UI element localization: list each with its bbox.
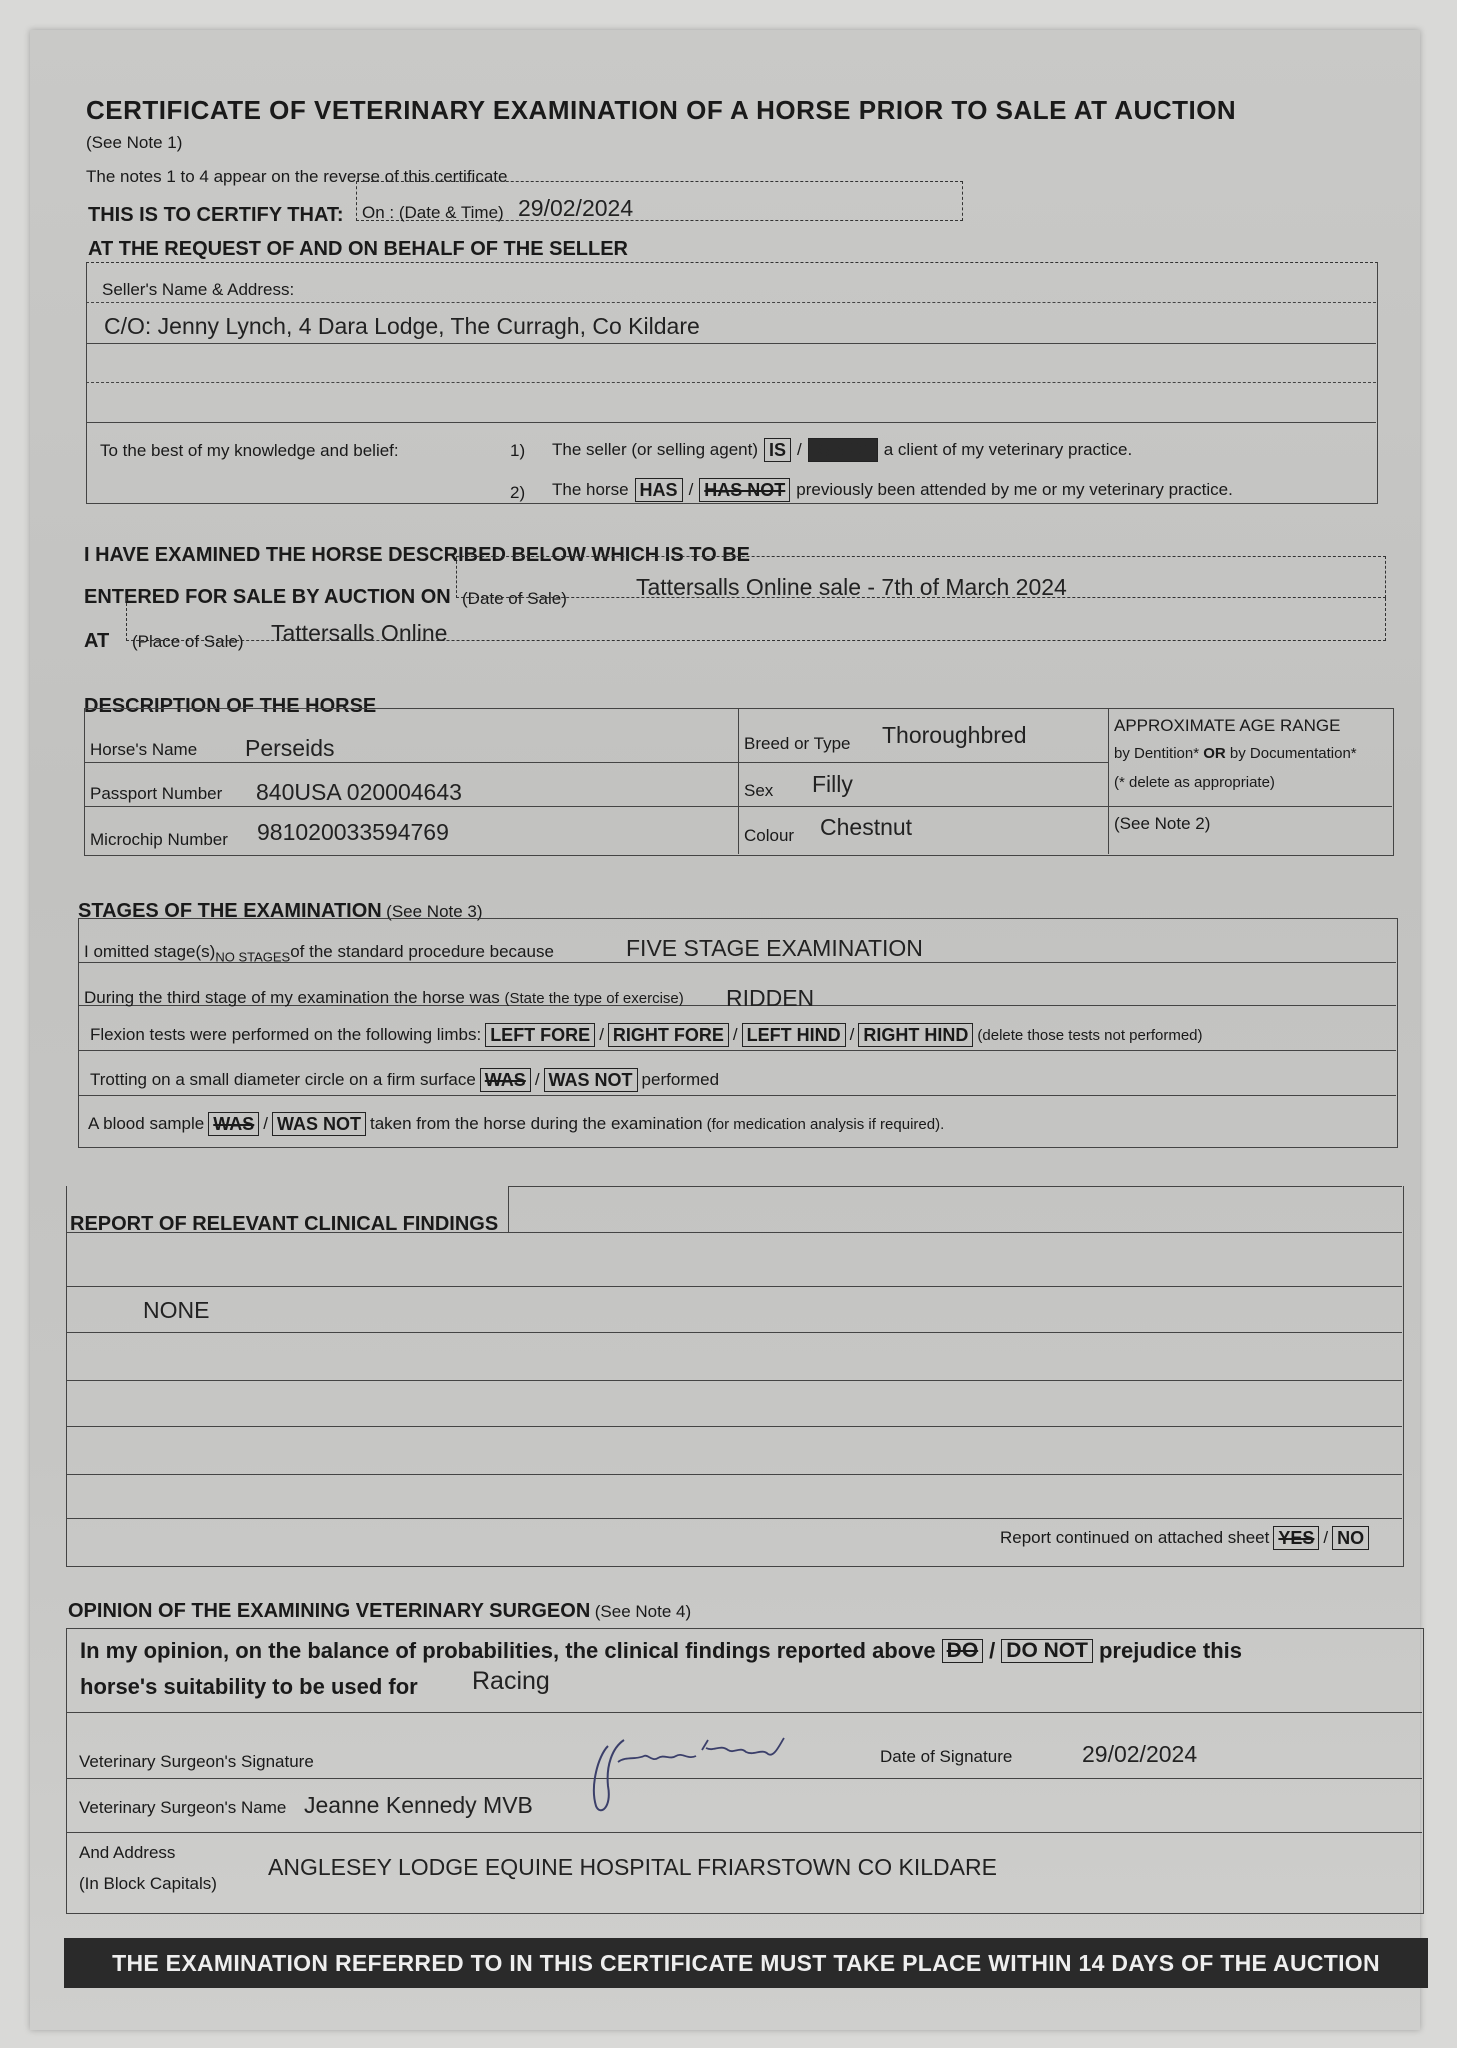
report-continued-label: Report continued on attached sheet	[1000, 1528, 1270, 1547]
flexion-label: Flexion tests were performed on the following limbs:	[90, 1025, 482, 1044]
item1-isnot[interactable]: IS NOT	[808, 438, 878, 462]
address-value[interactable]: ANGLESEY LODGE EQUINE HOSPITAL FRIARSTOWN CO KILDARE	[268, 1854, 997, 1880]
report-line-4	[66, 1380, 1402, 1381]
trotting-row	[90, 1068, 719, 1092]
item1-pre: The seller (or selling agent)	[552, 440, 758, 459]
slash: /	[688, 480, 694, 499]
address-label: And Address	[79, 1843, 176, 1862]
report-continued-row	[1000, 1526, 1369, 1550]
passport-number[interactable]: 840USA 020004643	[256, 779, 462, 805]
report-value[interactable]: NONE	[143, 1297, 210, 1323]
trotting-label: Trotting on a small diameter circle on a firm surface	[90, 1070, 476, 1089]
date-of-sale-value[interactable]: Tattersalls Online sale - 7th of March 2024	[636, 574, 1067, 600]
age-or: OR	[1203, 745, 1226, 762]
opinion-line-3	[66, 1832, 1422, 1833]
microchip-label: Microchip Number	[90, 830, 228, 849]
seller-line-1	[86, 302, 1376, 303]
report-box	[66, 1186, 1404, 1567]
third-stage-hint: (State the type of exercise)	[504, 990, 684, 1007]
report-heading: REPORT OF RELEVANT CLINICAL FINDINGS	[70, 1213, 499, 1235]
at-label: AT	[84, 630, 110, 652]
microchip-number[interactable]: 981020033594769	[257, 819, 449, 845]
address-hint: (In Block Capitals)	[79, 1874, 217, 1893]
date-sig-label: Date of Signature	[880, 1747, 1013, 1766]
blood-was-not[interactable]: WAS NOT	[272, 1112, 366, 1136]
omitted-post: of the standard procedure because	[290, 942, 554, 961]
passport-label: Passport Number	[90, 784, 223, 803]
vet-name-value[interactable]: Jeanne Kennedy MVB	[304, 1792, 533, 1818]
opinion-line-1	[66, 1712, 1422, 1713]
blood-row	[88, 1112, 944, 1136]
slash: /	[534, 1070, 540, 1089]
report-line-3	[66, 1332, 1402, 1333]
sex-value[interactable]: Filly	[812, 771, 853, 797]
slash: /	[263, 1114, 268, 1133]
notes-line: The notes 1 to 4 appear on the reverse of this certificate	[86, 167, 508, 186]
stages-heading: STAGES OF THE EXAMINATION	[78, 900, 382, 922]
flexion-left-fore[interactable]: LEFT FORE	[485, 1023, 595, 1047]
slash: /	[849, 1025, 855, 1044]
seller-value[interactable]: C/O: Jenny Lynch, 4 Dara Lodge, The Curragh, Co Kildare	[104, 313, 700, 339]
breed-label: Breed or Type	[744, 734, 851, 753]
flexion-right-hind[interactable]: RIGHT HIND	[858, 1023, 973, 1047]
report-top-line	[508, 1186, 1402, 1187]
seller-label: Seller's Name & Address:	[102, 280, 295, 299]
opinion-do[interactable]: DO	[942, 1639, 984, 1663]
age-by-doc[interactable]: by Documentation*	[1229, 745, 1357, 762]
item2-pre: The horse	[552, 480, 629, 499]
colour-label: Colour	[744, 826, 795, 845]
seller-line-4	[86, 422, 1376, 423]
opinion-do-not[interactable]: DO NOT	[1001, 1639, 1093, 1663]
horse-name[interactable]: Perseids	[245, 735, 335, 761]
third-stage-label: During the third stage of my examination the horse was	[84, 988, 500, 1007]
signature-svg	[578, 1726, 798, 1818]
third-stage-row	[84, 988, 684, 1008]
opinion-heading: OPINION OF THE EXAMINING VETERINARY SURGEON	[68, 1600, 591, 1622]
place-label: (Place of Sale)	[132, 632, 244, 651]
date-sig-value[interactable]: 29/02/2024	[1082, 1741, 1198, 1767]
report-line-1	[66, 1232, 1402, 1233]
desc-vline-1	[738, 708, 739, 854]
certify-label: THIS IS TO CERTIFY THAT:	[88, 204, 344, 226]
flexion-left-hind[interactable]: LEFT HIND	[742, 1023, 846, 1047]
description-heading: DESCRIPTION OF THE HORSE	[84, 695, 377, 717]
item1-num: 1)	[510, 441, 526, 460]
on-date-label: On : (Date & Time)	[362, 203, 504, 222]
desc-vline-2	[1108, 708, 1109, 854]
report-line-6	[66, 1474, 1402, 1475]
blood-was[interactable]: WAS	[208, 1112, 259, 1136]
sex-label: Sex	[744, 781, 774, 800]
knowledge-label: To the best of my knowledge and belief:	[100, 441, 399, 460]
stages-note: (See Note 3)	[386, 902, 483, 921]
item2-row	[552, 478, 1233, 502]
opinion-use-value[interactable]: Racing	[472, 1667, 550, 1695]
report-continued-yes[interactable]: YES	[1273, 1526, 1319, 1550]
item2-num: 2)	[510, 483, 526, 502]
request-label: AT THE REQUEST OF AND ON BEHALF OF THE SELLER	[88, 238, 628, 260]
opinion-line1-pre: In my opinion, on the balance of probabilities, the clinical findings reported above	[80, 1638, 936, 1663]
vet-name-label: Veterinary Surgeon's Name	[79, 1798, 287, 1817]
item1-is[interactable]: IS	[764, 438, 791, 462]
omitted-sub[interactable]: NO STAGES	[215, 949, 291, 965]
age-by-dentition[interactable]: by Dentition*	[1114, 745, 1200, 762]
opinion-line1-post: prejudice this	[1098, 1638, 1243, 1663]
slash: /	[989, 1638, 996, 1663]
slash: /	[1323, 1528, 1329, 1547]
opinion-line1-row	[80, 1638, 1242, 1664]
trotting-was-not[interactable]: WAS NOT	[544, 1068, 638, 1092]
certificate-title: CERTIFICATE OF VETERINARY EXAMINATION OF A HORSE PRIOR TO SALE AT AUCTION	[86, 95, 1237, 125]
seller-line-2	[86, 343, 1376, 344]
trotting-was[interactable]: WAS	[480, 1068, 531, 1092]
opinion-note: (See Note 4)	[594, 1602, 692, 1621]
see-note-1: (See Note 1)	[86, 133, 183, 152]
item2-has[interactable]: HAS	[635, 478, 683, 502]
item1-post: a client of my veterinary practice.	[883, 440, 1133, 459]
report-line-2	[66, 1286, 1402, 1287]
blood-post: taken from the horse during the examination	[370, 1114, 703, 1133]
flexion-hint: (delete those tests not performed)	[977, 1026, 1203, 1044]
age-heading: APPROXIMATE AGE RANGE	[1114, 716, 1341, 735]
seller-line-3	[86, 382, 1376, 383]
breed-value[interactable]: Thoroughbred	[882, 722, 1027, 748]
stages-row-4	[78, 1095, 1396, 1096]
place-value[interactable]: Tattersalls Online	[271, 620, 448, 646]
report-line-5	[66, 1426, 1402, 1427]
slash: /	[797, 440, 802, 459]
colour-value[interactable]: Chestnut	[820, 814, 913, 840]
omitted-pre: I omitted stage(s)	[84, 942, 216, 961]
trotting-post: performed	[641, 1070, 720, 1089]
omitted-row	[84, 942, 554, 964]
item2-post: previously been attended by me or my veterinary practice.	[796, 480, 1233, 499]
examined-line2: ENTERED FOR SALE BY AUCTION ON	[84, 586, 451, 608]
report-line-7	[66, 1518, 1402, 1519]
report-heading-divider	[508, 1186, 509, 1232]
opinion-line2: horse's suitability to be used for	[80, 1674, 418, 1699]
omitted-value[interactable]: FIVE STAGE EXAMINATION	[626, 935, 923, 961]
age-delete-hint: (* delete as appropriate)	[1114, 774, 1275, 791]
age-options	[1114, 745, 1357, 762]
date-of-sale-label: (Date of Sale)	[462, 589, 567, 608]
on-date-value[interactable]: 29/02/2024	[518, 195, 634, 221]
item1-row	[552, 438, 1132, 462]
desc-row-2	[84, 806, 1392, 807]
footer-banner: THE EXAMINATION REFERRED TO IN THIS CERTIFICATE MUST TAKE PLACE WITHIN 14 DAYS OF THE AUCTION	[64, 1938, 1428, 1988]
third-stage-value[interactable]: RIDDEN	[726, 985, 815, 1011]
stages-row-3	[78, 1050, 1396, 1051]
age-note: (See Note 2)	[1114, 814, 1211, 833]
opinion-heading-row	[68, 1600, 691, 1623]
item2-hasnot[interactable]: HAS NOT	[699, 478, 790, 502]
flexion-right-fore[interactable]: RIGHT FORE	[608, 1023, 729, 1047]
desc-row-1	[84, 762, 1108, 763]
blood-hint: (for medication analysis if required).	[706, 1115, 945, 1133]
flexion-row	[90, 1023, 1203, 1047]
report-continued-no[interactable]: NO	[1332, 1526, 1369, 1550]
blood-label: A blood sample	[88, 1114, 205, 1133]
examined-line1: I HAVE EXAMINED THE HORSE DESCRIBED BELOW WHICH IS TO BE	[84, 544, 750, 566]
slash: /	[732, 1025, 738, 1044]
horse-name-label: Horse's Name	[90, 740, 198, 759]
slash: /	[599, 1025, 604, 1044]
signature-image[interactable]	[578, 1726, 798, 1818]
signature-label: Veterinary Surgeon's Signature	[79, 1752, 314, 1771]
